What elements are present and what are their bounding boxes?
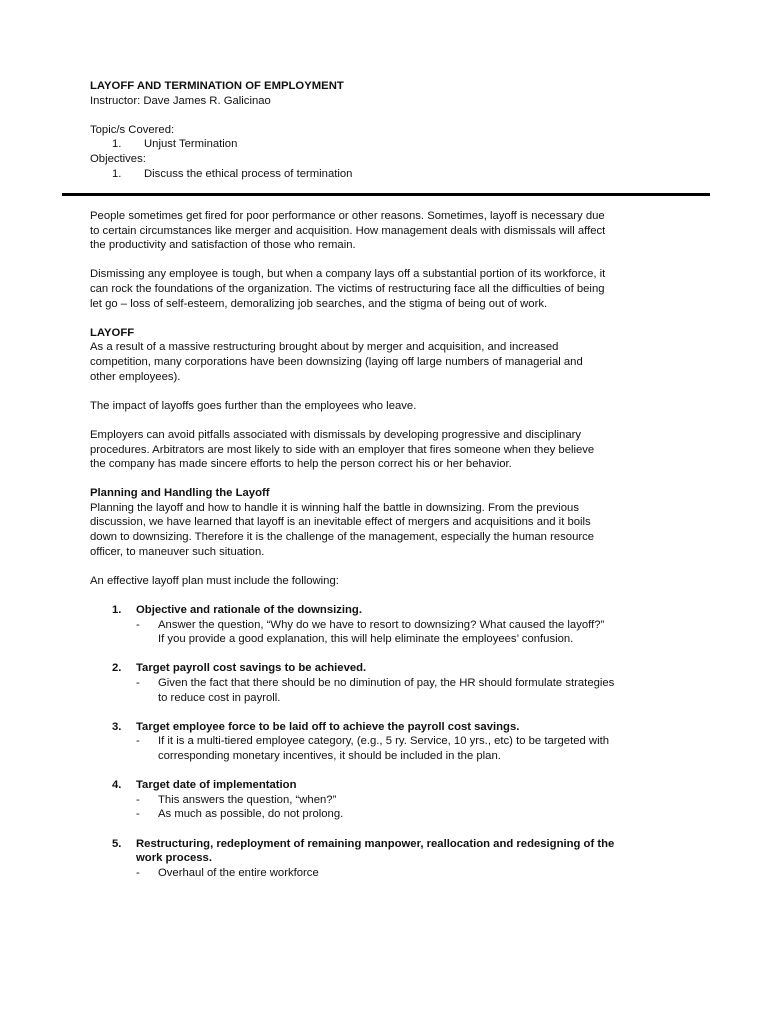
plan-item (90, 778, 690, 822)
paragraph-line: Employers can avoid pitfalls associated with dismissals by developing progressive and disciplinary (90, 428, 582, 441)
plan-item-heading (90, 661, 690, 676)
paragraph-line: procedures. Arbitrators are most likely to side with an employer that fires someone when they believe (90, 443, 595, 456)
paragraph-line: People sometimes get fired for poor performance or other reasons. Sometimes, layoff is necessary due (90, 210, 605, 222)
paragraph-line: discussion, we have learned that layoff is an inevitable effect of mergers and acquisitions and it boils (90, 516, 591, 529)
plan-subitem (90, 676, 690, 705)
paragraph-line: Dismissing any employee is tough, but when a company lays off a substantial portion of its workforce, it (90, 268, 606, 281)
paragraph-line: let go – loss of self-esteem, demoralizing job searches, and the stigma of being out of work. (90, 297, 548, 310)
paragraph-impact (90, 399, 690, 414)
plan-item (90, 720, 690, 764)
plan-item-title (136, 603, 362, 618)
plan-subitem (90, 618, 690, 647)
plan-item-title-line: Objective and rationale of the downsizing. (136, 604, 362, 617)
plan-item-title-line: work process. (136, 852, 212, 865)
plan-subitem-line: This answers the question, “when?” (158, 793, 337, 806)
paragraph-line: the company has made sincere efforts to help the person correct his or her behavior. (90, 458, 512, 471)
planning-heading: Planning and Handling the Layoff (90, 487, 270, 500)
paragraph-pitfalls (90, 428, 690, 472)
dash-bullet: - (136, 677, 140, 689)
instructor-line: Instructor: Dave James R. Galicinao (90, 94, 271, 107)
objective-item (90, 167, 710, 182)
plan-subitem (90, 866, 690, 881)
paragraph-intro (90, 209, 690, 253)
plan-subitem-line: Given the fact that there should be no diminution of pay, the HR should formulate strategies (158, 677, 615, 689)
plan-item (90, 661, 690, 705)
paragraph-line: can rock the foundations of the organization. The victims of restructuring face all the difficulties of being (90, 282, 605, 295)
plan-item-number: 5. (112, 837, 122, 850)
paragraph-line: An effective layoff plan must include the following: (90, 574, 339, 587)
plan-item-heading (90, 720, 690, 735)
plan-subitem-line: corresponding monetary incentives, it should be included in the plan. (158, 749, 501, 762)
plan-item-title (136, 837, 614, 866)
topic-text: Unjust Termination (144, 138, 238, 151)
paragraph-dismissing (90, 267, 690, 311)
objectives-label: Objectives: (90, 152, 146, 165)
plan-subitem (90, 793, 690, 808)
topic-number: 1. (112, 138, 122, 151)
plan-subitem (90, 734, 690, 763)
dash-bullet: - (136, 618, 140, 631)
plan-item-title-line: Restructuring, redeployment of remaining manpower, reallocation and redesigning of the (136, 837, 615, 850)
plan-item-heading (90, 837, 690, 866)
plan-item-heading (90, 603, 690, 618)
plan-item-number: 1. (112, 604, 122, 617)
paragraph-line: officer, to maneuver such situation. (90, 545, 265, 558)
paragraph-line: to certain circumstances like merger and acquisition. How management deals with dismissals will affect (90, 224, 606, 237)
plan-item-title-line: Target employee force to be laid off to achieve the payroll cost savings. (136, 720, 520, 733)
plan-subitem-line: to reduce cost in payroll. (158, 691, 281, 704)
plan-subitem (90, 807, 690, 822)
plan-subitem-line: As much as possible, do not prolong. (158, 808, 344, 821)
topics-label: Topic/s Covered: (90, 123, 175, 136)
dash-bullet: - (136, 866, 140, 879)
objective-number: 1. (112, 167, 122, 180)
paragraph-line: down to downsizing. Therefore it is the challenge of the management, especially the human resource (90, 531, 595, 544)
paragraph-line: the productivity and satisfaction of those who remain. (90, 239, 356, 252)
plan-item-number: 4. (112, 779, 122, 792)
plan-subitem-line: If you provide a good explanation, this will help eliminate the employees’ confusion. (158, 633, 574, 646)
paragraph-line: As a result of a massive restructuring brought about by merger and acquisition, and increased (90, 341, 559, 354)
plan-item (90, 837, 690, 881)
paragraph-line: The impact of layoffs goes further than the employees who leave. (90, 399, 417, 412)
plan-subitem-line: If it is a multi-tiered employee category, (e.g., 5 ry. Service, 10 yrs., etc) to be targeted with (158, 735, 610, 748)
document-body (90, 209, 690, 895)
plan-subitem-line: Answer the question, “Why do we have to resort to downsizing? What caused the layoff?” (158, 618, 605, 631)
plan-item-number: 2. (112, 662, 122, 675)
paragraph-planning (90, 501, 690, 559)
document-header (90, 79, 710, 181)
dash-bullet: - (136, 793, 140, 806)
paragraph-line: other employees). (90, 370, 181, 383)
paragraph-line: Planning the layoff and how to handle it is winning half the battle in downsizing. From the previous (90, 501, 579, 514)
plan-item-number: 3. (112, 720, 122, 733)
document-title: LAYOFF AND TERMINATION OF EMPLOYMENT (90, 80, 344, 92)
paragraph-line: competition, many corporations have been downsizing (laying off large numbers of managerial and (90, 355, 583, 368)
plan-subitem-line: Overhaul of the entire workforce (158, 866, 319, 879)
plan-item-title-line: Target date of implementation (136, 779, 297, 792)
plan-item-title-line: Target payroll cost savings to be achieved. (136, 662, 367, 675)
plan-item (90, 603, 690, 647)
paragraph-plan-intro (90, 574, 690, 589)
plan-item-title (136, 778, 296, 793)
plan-item-title (136, 720, 519, 735)
objective-text: Discuss the ethical process of termination (144, 167, 353, 180)
plan-list (90, 603, 690, 880)
dash-bullet: - (136, 808, 140, 821)
topic-item (90, 137, 710, 152)
plan-item-title (136, 661, 366, 676)
header-divider (62, 193, 710, 196)
dash-bullet: - (136, 735, 140, 748)
plan-item-heading (90, 778, 690, 793)
paragraph-restructuring (90, 340, 690, 384)
layoff-heading: LAYOFF (90, 326, 135, 339)
